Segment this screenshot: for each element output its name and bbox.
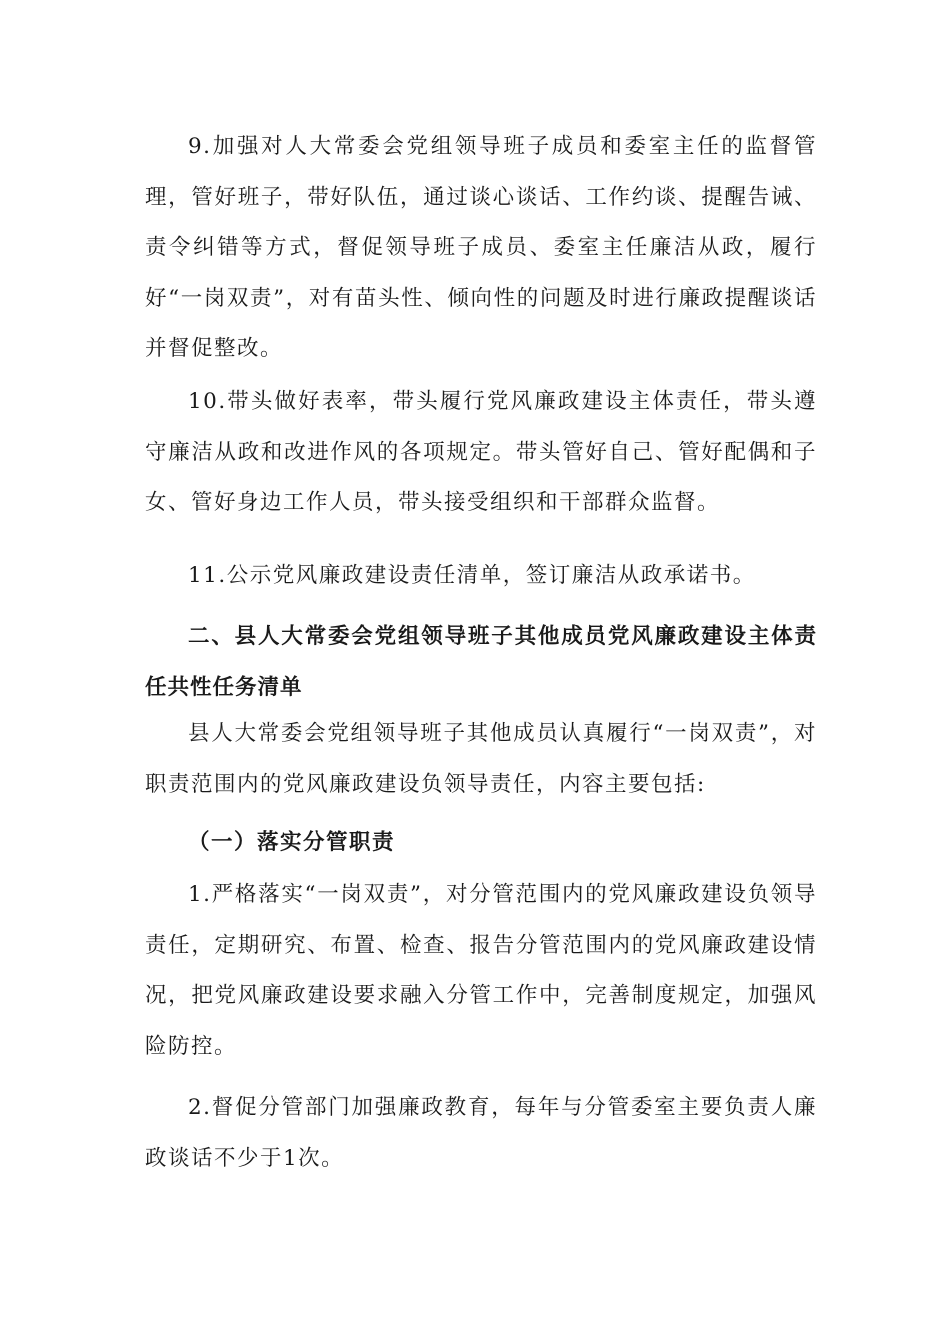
list-item-1: 1.严格落实“一岗双责”，对分管范围内的党风廉政建设负领导责任，定期研究、布置、检查、报告分管范围内的党风廉政建设情况，把党风廉政建设要求融入分管工作中，完善制度规定，加强风险防控。: [145, 882, 817, 1059]
section-heading: 二、县人大常委会党组领导班子其他成员党风廉政建设主体责任共性任务清单: [145, 624, 817, 700]
paragraph-item-9: 9.加强对人大常委会党组领导班子成员和委室主任的监督管理，管好班子，带好队伍，通过谈心谈话、工作约谈、提醒告诫、责令纠错等方式，督促领导班子成员、委室主任廉洁从政，履行好“一岗双责”，对有苗头性、倾向性的问题及时进行廉政提醒谈话并督促整改。: [145, 134, 817, 361]
paragraph-item-11: 11.公示党风廉政建设责任清单，签订廉洁从政承诺书。: [188, 563, 756, 588]
paragraph-item-10: 10.带头做好表率，带头履行党风廉政建设主体责任，带头遵守廉洁从政和改进作风的各项规定。带头管好自己、管好配偶和子女、管好身边工作人员，带头接受组织和干部群众监督。: [145, 389, 817, 515]
list-item-2: 2.督促分管部门加强廉政教育，每年与分管委室主要负责人廉政谈话不少于1次。: [145, 1095, 817, 1171]
section-intro: 县人大常委会党组领导班子其他成员认真履行“一岗双责”，对职责范围内的党风廉政建设负领导责任，内容主要包括:: [145, 721, 817, 797]
subheading-fenguan: （一）落实分管职责: [188, 830, 396, 855]
